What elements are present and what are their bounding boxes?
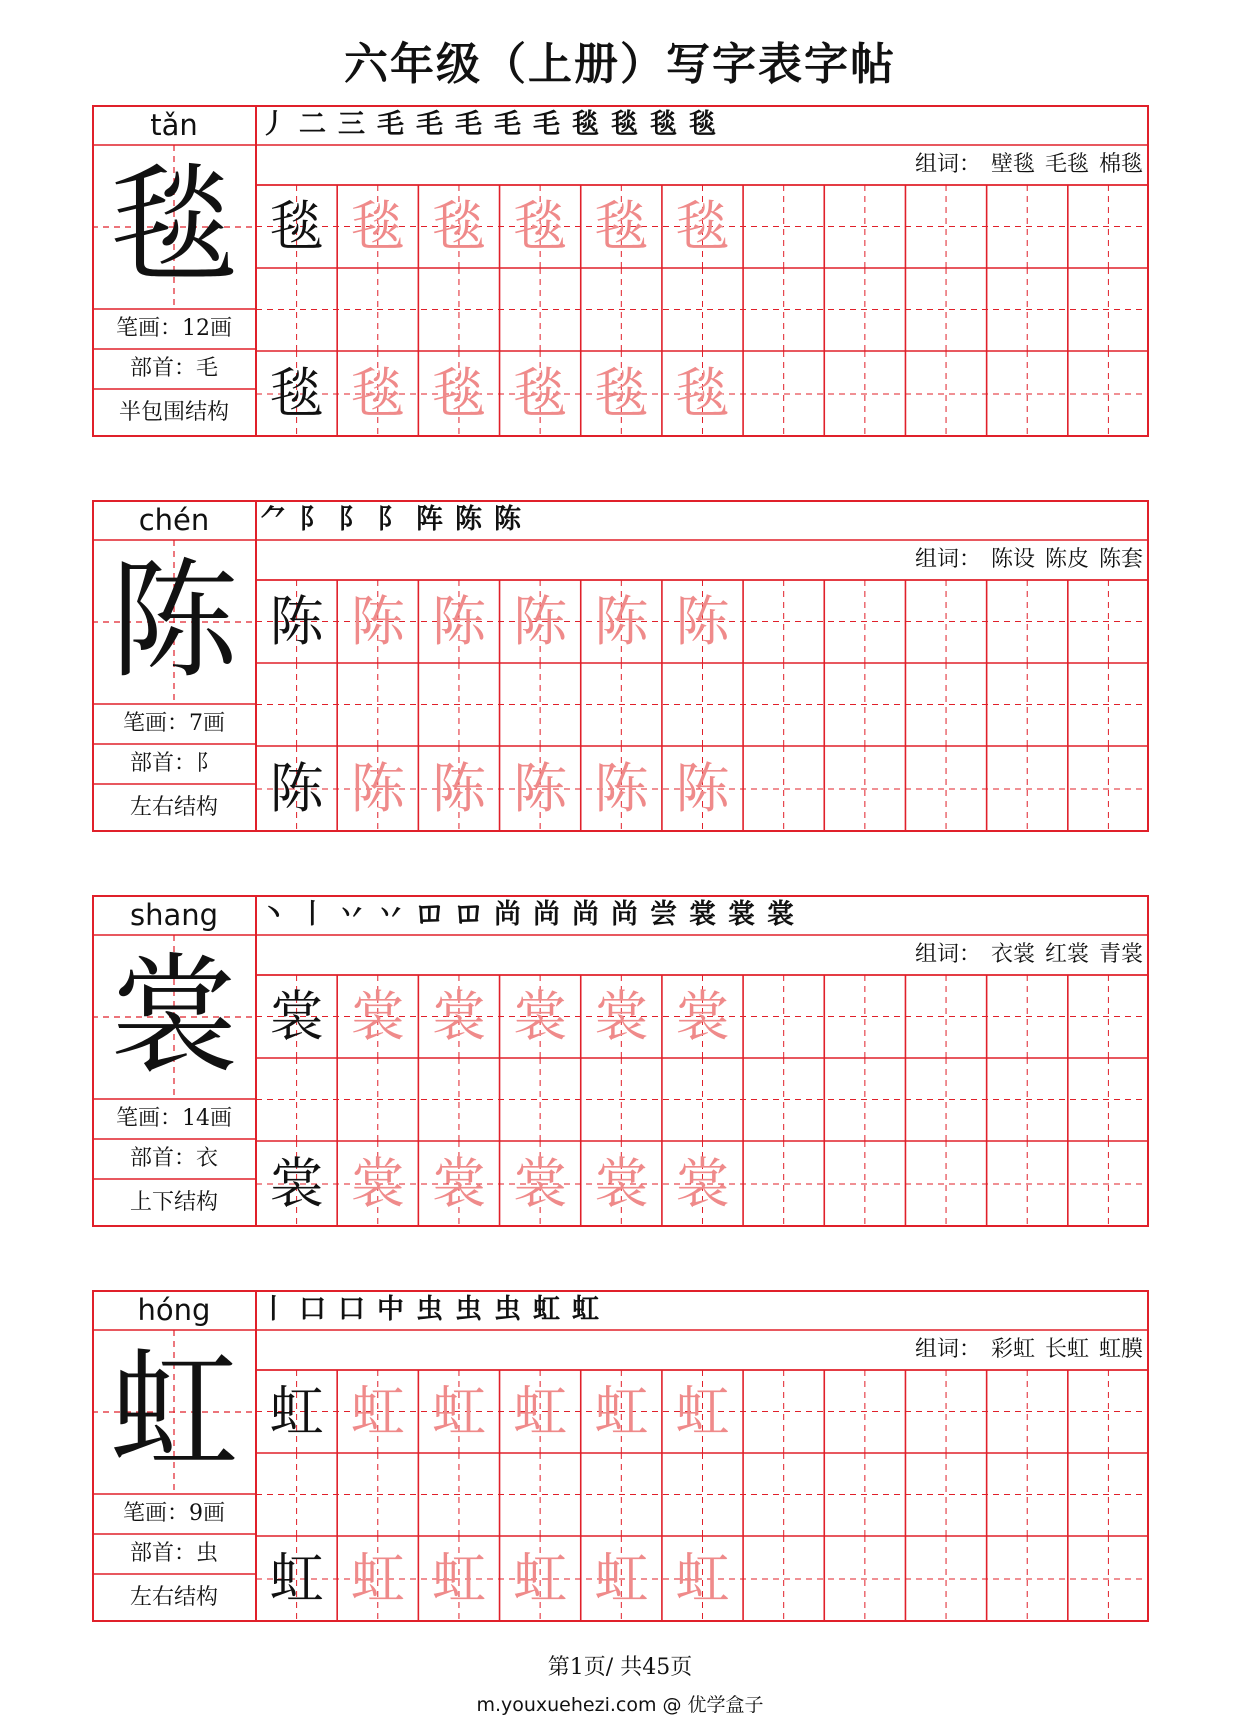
trace-char: 毯 xyxy=(513,194,568,258)
word-item: 红裳 xyxy=(1044,942,1089,967)
stroke-step: 毯 xyxy=(650,109,683,140)
trace-char: 虹 xyxy=(431,1379,486,1443)
stroke-step: 三 xyxy=(338,109,371,140)
trace-char: 虹 xyxy=(675,1547,730,1610)
trace-char: 陈 xyxy=(350,589,405,653)
stroke-step: 裳 xyxy=(689,899,722,930)
stroke-order xyxy=(260,105,728,145)
stroke-step: 毛 xyxy=(455,109,488,140)
pinyin: shang xyxy=(129,898,219,932)
word-list-label: 组词： xyxy=(914,942,981,967)
word-item: 陈皮 xyxy=(1044,547,1089,572)
model-character: 裳 xyxy=(109,942,238,1091)
word-list xyxy=(915,542,1143,578)
word-item: 衣裳 xyxy=(990,942,1035,967)
trace-char: 虹 xyxy=(350,1379,405,1443)
radical-label: 部首：衣 xyxy=(129,1146,218,1171)
stroke-order xyxy=(260,895,806,935)
trace-char: 裳 xyxy=(513,1152,568,1215)
trace-char: 毯 xyxy=(513,362,568,425)
word-item: 青裳 xyxy=(1098,942,1143,967)
trace-char: 毯 xyxy=(675,194,730,258)
stroke-step: 尚 xyxy=(572,899,605,930)
stroke-step: 口 xyxy=(299,1294,332,1325)
structure-label: 半包围结构 xyxy=(118,400,229,425)
site-credit: m.youxuehezi.com @ 优学盒子 xyxy=(476,1694,764,1716)
stroke-step: 毛 xyxy=(377,109,410,140)
character-block xyxy=(92,1290,1149,1622)
practice-model-char: 陈 xyxy=(269,757,324,820)
stroke-step: ⺈ xyxy=(260,504,293,535)
radical-label: 部首：毛 xyxy=(129,356,218,381)
stroke-step: 阝 xyxy=(299,504,332,535)
trace-char: 虹 xyxy=(594,1379,649,1443)
stroke-count-label: 笔画：9画 xyxy=(123,1501,225,1526)
structure-label: 左右结构 xyxy=(129,1585,218,1610)
stroke-step: 阵 xyxy=(416,504,449,535)
stroke-order xyxy=(260,500,533,540)
stroke-step: 陈 xyxy=(455,504,488,535)
trace-char: 毯 xyxy=(431,362,486,425)
word-item: 棉毯 xyxy=(1098,152,1143,177)
trace-char: 毯 xyxy=(431,194,486,258)
stroke-step: 丿 xyxy=(260,109,293,140)
trace-char: 虹 xyxy=(675,1379,730,1443)
stroke-step: 毛 xyxy=(533,109,566,140)
pinyin: hóng xyxy=(137,1293,211,1327)
word-item: 长虹 xyxy=(1044,1337,1089,1362)
stroke-step: 𫩏 xyxy=(455,899,488,930)
stroke-step: 二 xyxy=(299,109,332,140)
trace-char: 陈 xyxy=(513,757,568,820)
trace-char: 虹 xyxy=(431,1547,486,1610)
trace-char: 裳 xyxy=(513,984,568,1048)
word-list xyxy=(915,1332,1143,1368)
trace-char: 陈 xyxy=(675,589,730,653)
practice-model-char: 毯 xyxy=(269,194,324,258)
word-list xyxy=(915,147,1143,183)
radical-label: 部首：阝 xyxy=(129,751,218,776)
trace-char: 毯 xyxy=(675,362,730,425)
stroke-step: 丷 xyxy=(338,899,371,930)
structure-label: 上下结构 xyxy=(129,1190,218,1215)
practice-model-char: 裳 xyxy=(269,1152,324,1215)
stroke-step: 虹 xyxy=(533,1294,566,1325)
practice-model-char: 裳 xyxy=(269,984,324,1048)
stroke-step: 尚 xyxy=(611,899,644,930)
model-character: 虹 xyxy=(109,1337,238,1486)
trace-char: 虹 xyxy=(513,1379,568,1443)
trace-char: 裳 xyxy=(431,984,486,1048)
stroke-step: 中 xyxy=(377,1294,410,1325)
character-block xyxy=(92,500,1149,832)
stroke-step: 尚 xyxy=(494,899,527,930)
stroke-count-label: 笔画：14画 xyxy=(116,1106,232,1131)
word-item: 毛毯 xyxy=(1044,152,1089,177)
radical-label: 部首：虫 xyxy=(129,1541,218,1566)
stroke-step: 毯 xyxy=(611,109,644,140)
trace-char: 裳 xyxy=(675,984,730,1048)
stroke-step: 阝 xyxy=(377,504,410,535)
stroke-step: 毯 xyxy=(689,109,722,140)
stroke-step: 𫩏 xyxy=(416,899,449,930)
trace-char: 毯 xyxy=(350,362,405,425)
word-item: 虹膜 xyxy=(1098,1337,1143,1362)
stroke-count-label: 笔画：12画 xyxy=(116,316,232,341)
stroke-step: 丨 xyxy=(299,899,332,930)
stroke-step: 毛 xyxy=(494,109,527,140)
word-list-label: 组词： xyxy=(914,1337,981,1362)
stroke-step: 阝 xyxy=(338,504,371,535)
structure-label: 左右结构 xyxy=(129,795,218,820)
trace-char: 陈 xyxy=(431,757,486,820)
trace-char: 陈 xyxy=(513,589,568,653)
stroke-step: 虹 xyxy=(572,1294,605,1325)
trace-char: 裳 xyxy=(350,1152,405,1215)
word-item: 壁毯 xyxy=(990,152,1035,177)
stroke-step: 裳 xyxy=(767,899,800,930)
trace-char: 裳 xyxy=(594,984,649,1048)
stroke-step: 毯 xyxy=(572,109,605,140)
trace-char: 裳 xyxy=(350,984,405,1048)
page-number: 第1页/ 共45页 xyxy=(547,1655,693,1680)
trace-char: 虹 xyxy=(594,1547,649,1610)
stroke-step: 口 xyxy=(338,1294,371,1325)
model-character: 陈 xyxy=(109,547,238,696)
stroke-order xyxy=(260,1290,611,1330)
trace-char: 裳 xyxy=(431,1152,486,1215)
character-block xyxy=(92,105,1149,437)
pinyin: tǎn xyxy=(150,108,198,142)
word-item: 彩虹 xyxy=(990,1337,1035,1362)
character-block xyxy=(92,895,1149,1227)
pinyin: chén xyxy=(138,503,210,537)
trace-char: 陈 xyxy=(594,757,649,820)
trace-char: 陈 xyxy=(675,757,730,820)
practice-model-char: 陈 xyxy=(269,589,324,653)
page-title: 六年级（上册）写字表字帖 xyxy=(344,39,896,90)
trace-char: 裳 xyxy=(675,1152,730,1215)
trace-char: 毯 xyxy=(594,194,649,258)
practice-model-char: 毯 xyxy=(269,362,324,425)
stroke-step: 丷 xyxy=(377,899,410,930)
word-list-label: 组词： xyxy=(914,547,981,572)
stroke-step: 丨 xyxy=(260,1294,293,1325)
model-character: 毯 xyxy=(109,152,238,301)
practice-model-char: 虹 xyxy=(269,1379,324,1443)
trace-char: 毯 xyxy=(350,194,405,258)
trace-char: 陈 xyxy=(431,589,486,653)
practice-model-char: 虹 xyxy=(269,1547,324,1610)
trace-char: 毯 xyxy=(594,362,649,425)
stroke-step: 虫 xyxy=(494,1294,527,1325)
word-list xyxy=(915,937,1143,973)
stroke-step: 虫 xyxy=(455,1294,488,1325)
stroke-step: 虫 xyxy=(416,1294,449,1325)
stroke-count-label: 笔画：7画 xyxy=(123,711,225,736)
word-item: 陈套 xyxy=(1098,547,1143,572)
trace-char: 裳 xyxy=(594,1152,649,1215)
stroke-step: 丶 xyxy=(260,899,293,930)
trace-char: 虹 xyxy=(513,1547,568,1610)
word-list-label: 组词： xyxy=(914,152,981,177)
word-item: 陈设 xyxy=(990,547,1035,572)
stroke-step: 陈 xyxy=(494,504,527,535)
trace-char: 陈 xyxy=(350,757,405,820)
stroke-step: 裳 xyxy=(728,899,761,930)
stroke-step: 毛 xyxy=(416,109,449,140)
stroke-step: 尝 xyxy=(650,899,683,930)
stroke-step: 尚 xyxy=(533,899,566,930)
trace-char: 虹 xyxy=(350,1547,405,1610)
trace-char: 陈 xyxy=(594,589,649,653)
